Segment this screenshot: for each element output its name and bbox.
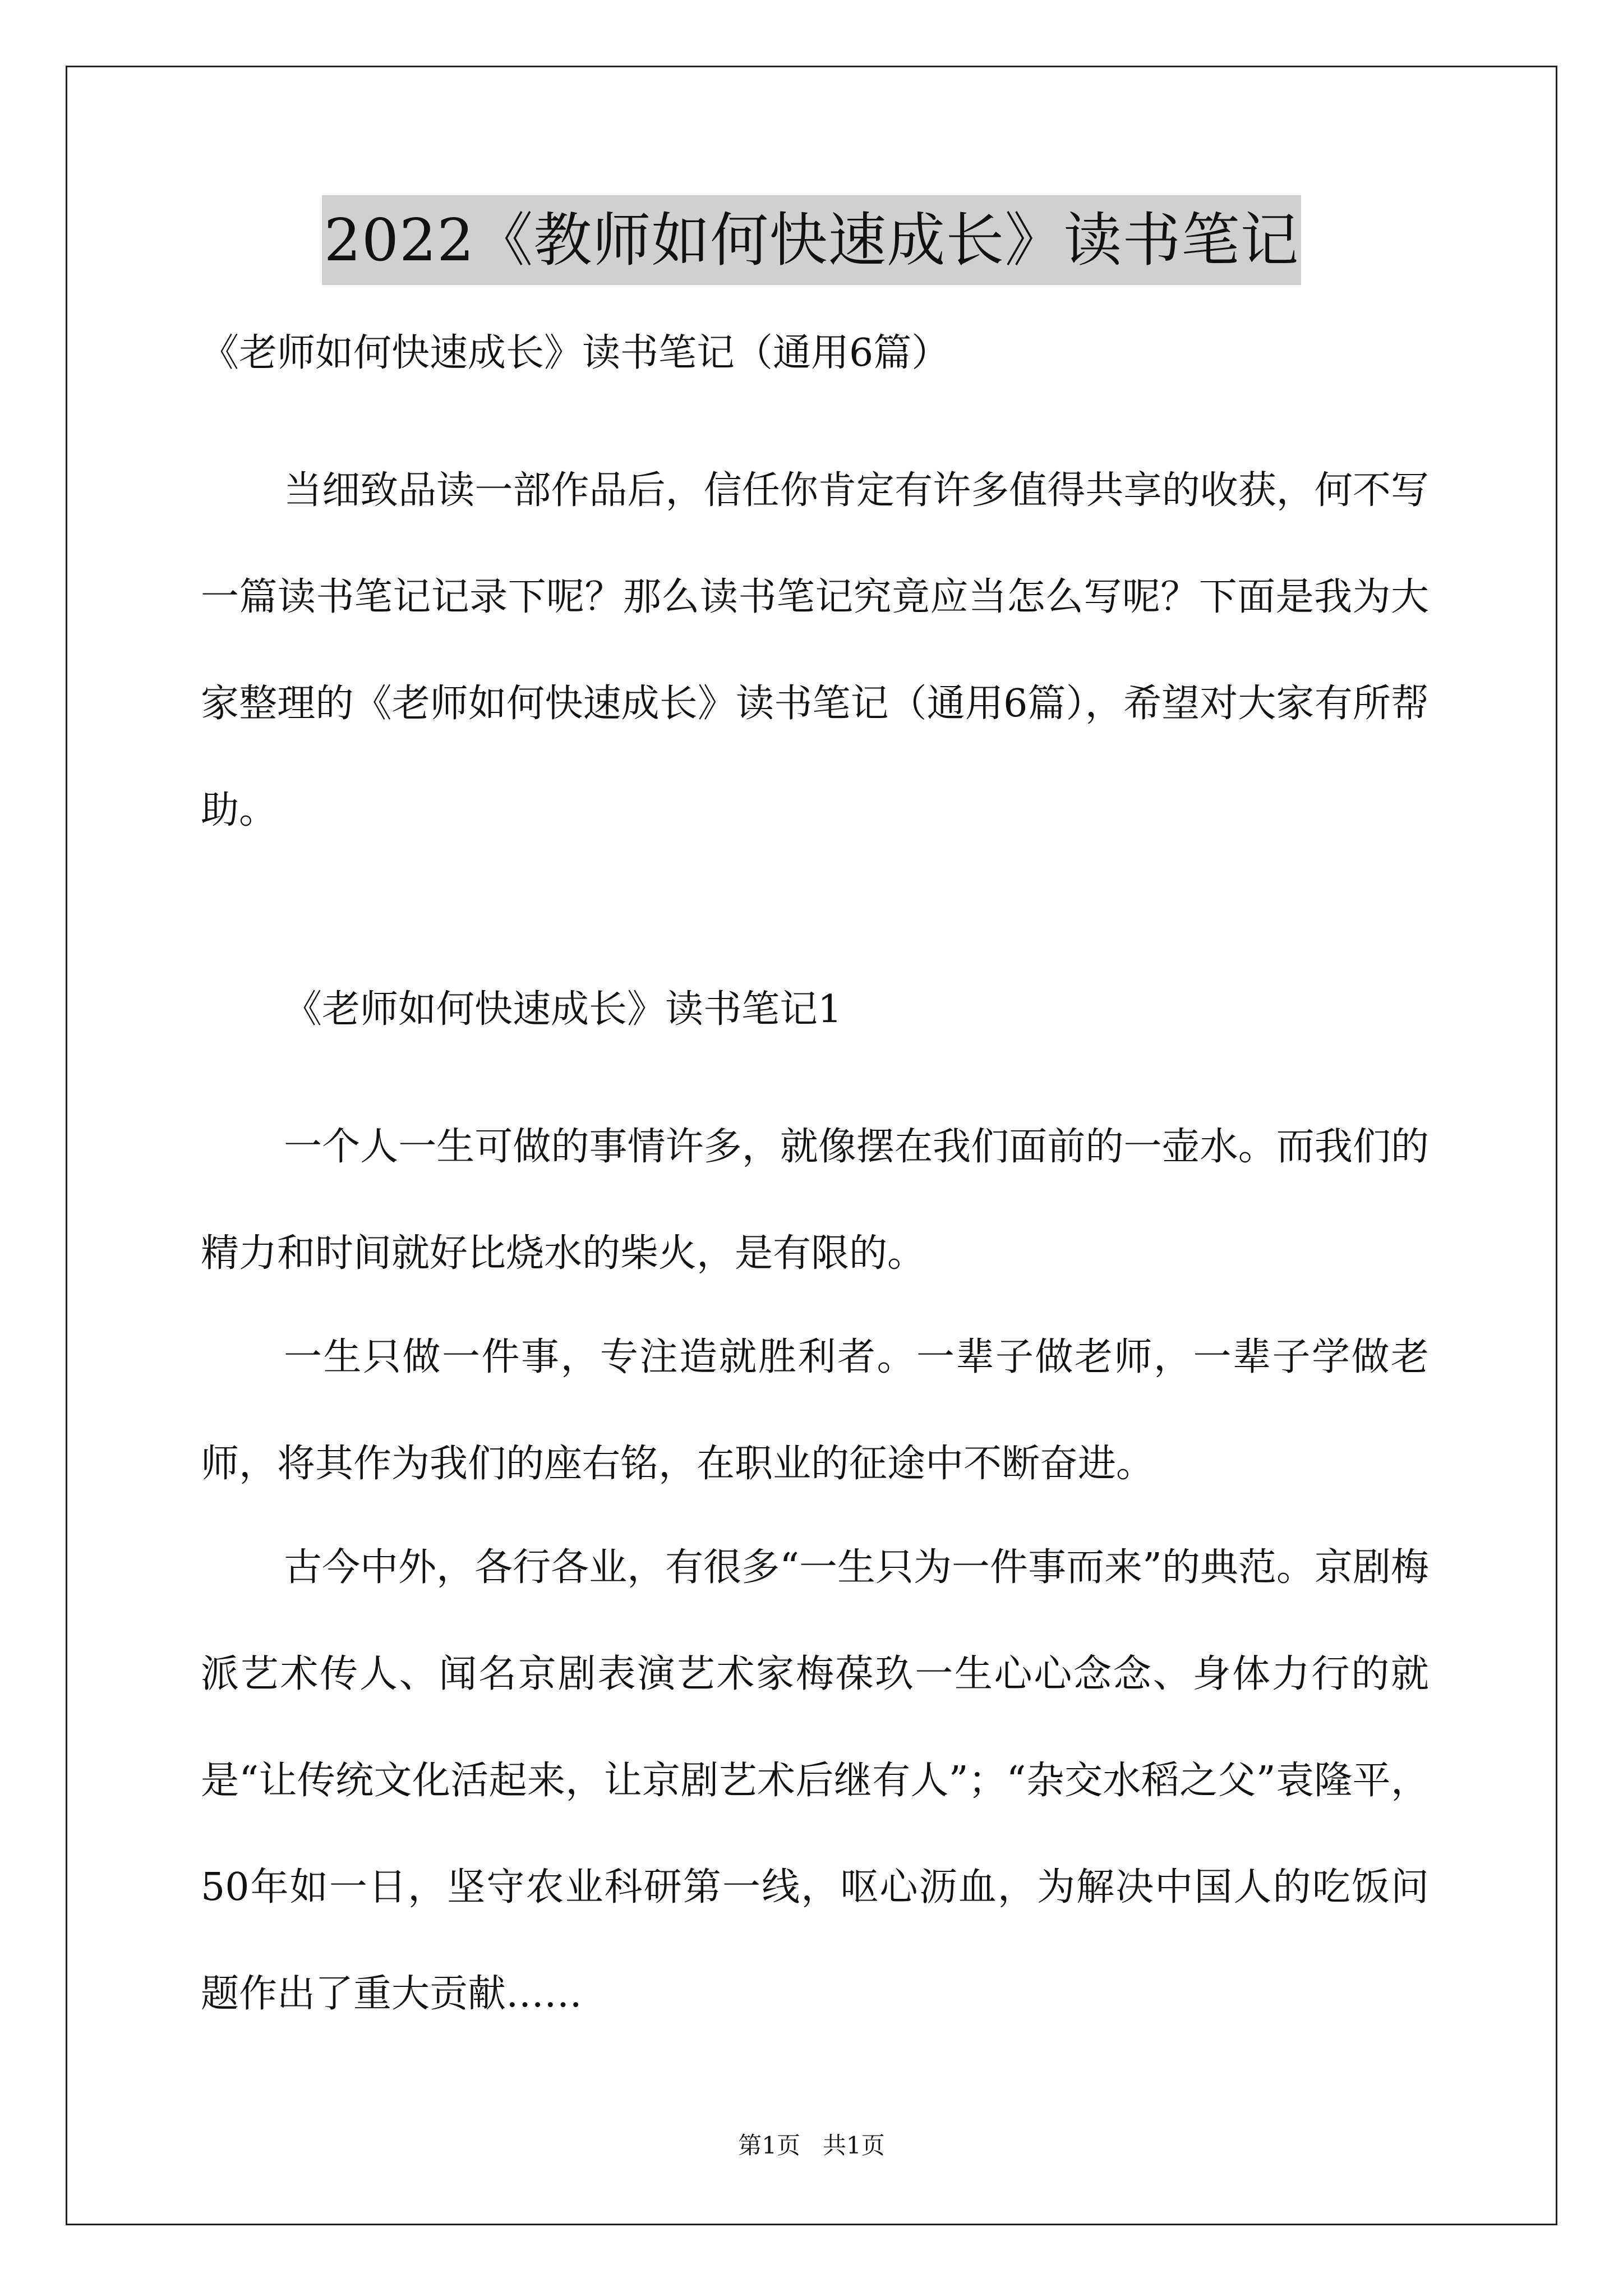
title-container	[0, 195, 1623, 285]
section-heading: 《老师如何快速成长》读书笔记1	[284, 987, 842, 1032]
intro-paragraph: 当细致品读一部作品后，信任你肯定有许多值得共享的收获，何不写一篇读书笔记记录下呢？那么读书笔记究竟应当怎么写呢？下面是我为大家整理的《老师如何快速成长》读书笔记（通用6篇），希望对大家有所帮助。	[201, 468, 1429, 832]
document-title: 2022《教师如何快速成长》读书笔记	[322, 195, 1302, 285]
body-paragraph: 一生只做一件事，专注造就胜利者。一辈子做老师，一辈子学做老师，将其作为我们的座右铭，在职业的征途中不断奋进。	[201, 1335, 1429, 1486]
document-subtitle: 《老师如何快速成长》读书笔记（通用6篇）	[201, 331, 950, 375]
page-footer: 第1页 共1页	[738, 2132, 885, 2159]
body-paragraph: 古今中外，各行各业，有很多“一生只为一件事而来”的典范。京剧梅派艺术传人、闻名京剧表演艺术家梅葆玖一生心心念念、身体力行的就是“让传统文化活起来，让京剧艺术后继有人”；“杂交水稻之父”袁隆平，50年如一日，坚守农业科研第一线，呕心沥血，为解决中国人的吃饭问题作出了重大贡献……	[201, 1545, 1429, 2016]
body-paragraph: 一个人一生可做的事情许多，就像摆在我们面前的一壶水。而我们的精力和时间就好比烧水的柴火，是有限的。	[201, 1125, 1429, 1276]
